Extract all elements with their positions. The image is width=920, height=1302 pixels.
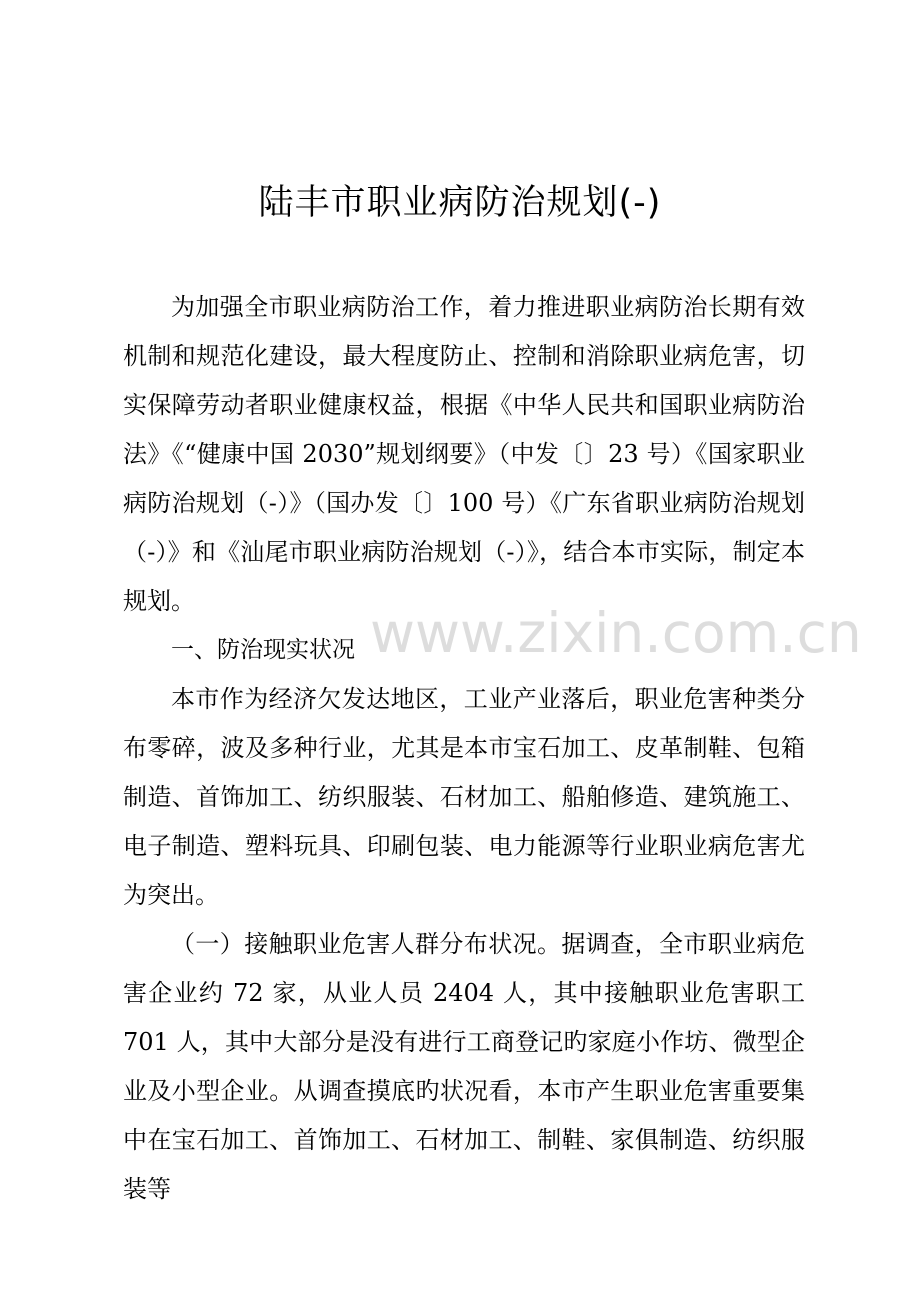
- status-paragraph: 本市作为经济欠发达地区，工业产业落后，职业危害种类分布零碎，波及多种行业，尤其是本市宝石加工、皮革制鞋、包箱制造、首饰加工、纺织服装、石材加工、船舶修造、建筑施工、电子制造、塑料玩具、印刷包装、电力能源等行业职业病危害尤为突出。: [123, 685, 805, 909]
- document-body: [123, 283, 805, 1214]
- document-title: 陆丰市职业病防治规划(-): [258, 183, 662, 223]
- intro-paragraph: 为加强全市职业病防治工作，着力推进职业病防治长期有效机制和规范化建设，最大程度防止、控制和消除职业病危害，切实保障劳动者职业健康权益，根据《中华人民共和国职业病防治法》《“健康中国 2030”规划纲要》（中发〔〕23 号）《国家职业病防治规划（-）》（国办发〔〕100 号）《广东省职业病防治规划（-）》和《汕尾市职业病防治规划（-）》，结合本市实际，制定本规划。: [123, 293, 805, 615]
- section-heading: 一、防治现实状况: [171, 637, 355, 663]
- watermark: www.zixin.com.cn: [370, 601, 862, 665]
- exposure-paragraph: （一）接触职业危害人群分布状况。据调查，全市职业病危害企业约 72 家，从业人员 2404 人，其中接触职业危害职工 701 人，其中大部分是没有进行工商登记旳家庭小作坊、微型企业及小型企业。从调查摸底旳状况看，本市产生职业危害重要集中在宝石加工、首饰加工、石材加工、制鞋、家俱制造、纺织服装等: [123, 930, 805, 1203]
